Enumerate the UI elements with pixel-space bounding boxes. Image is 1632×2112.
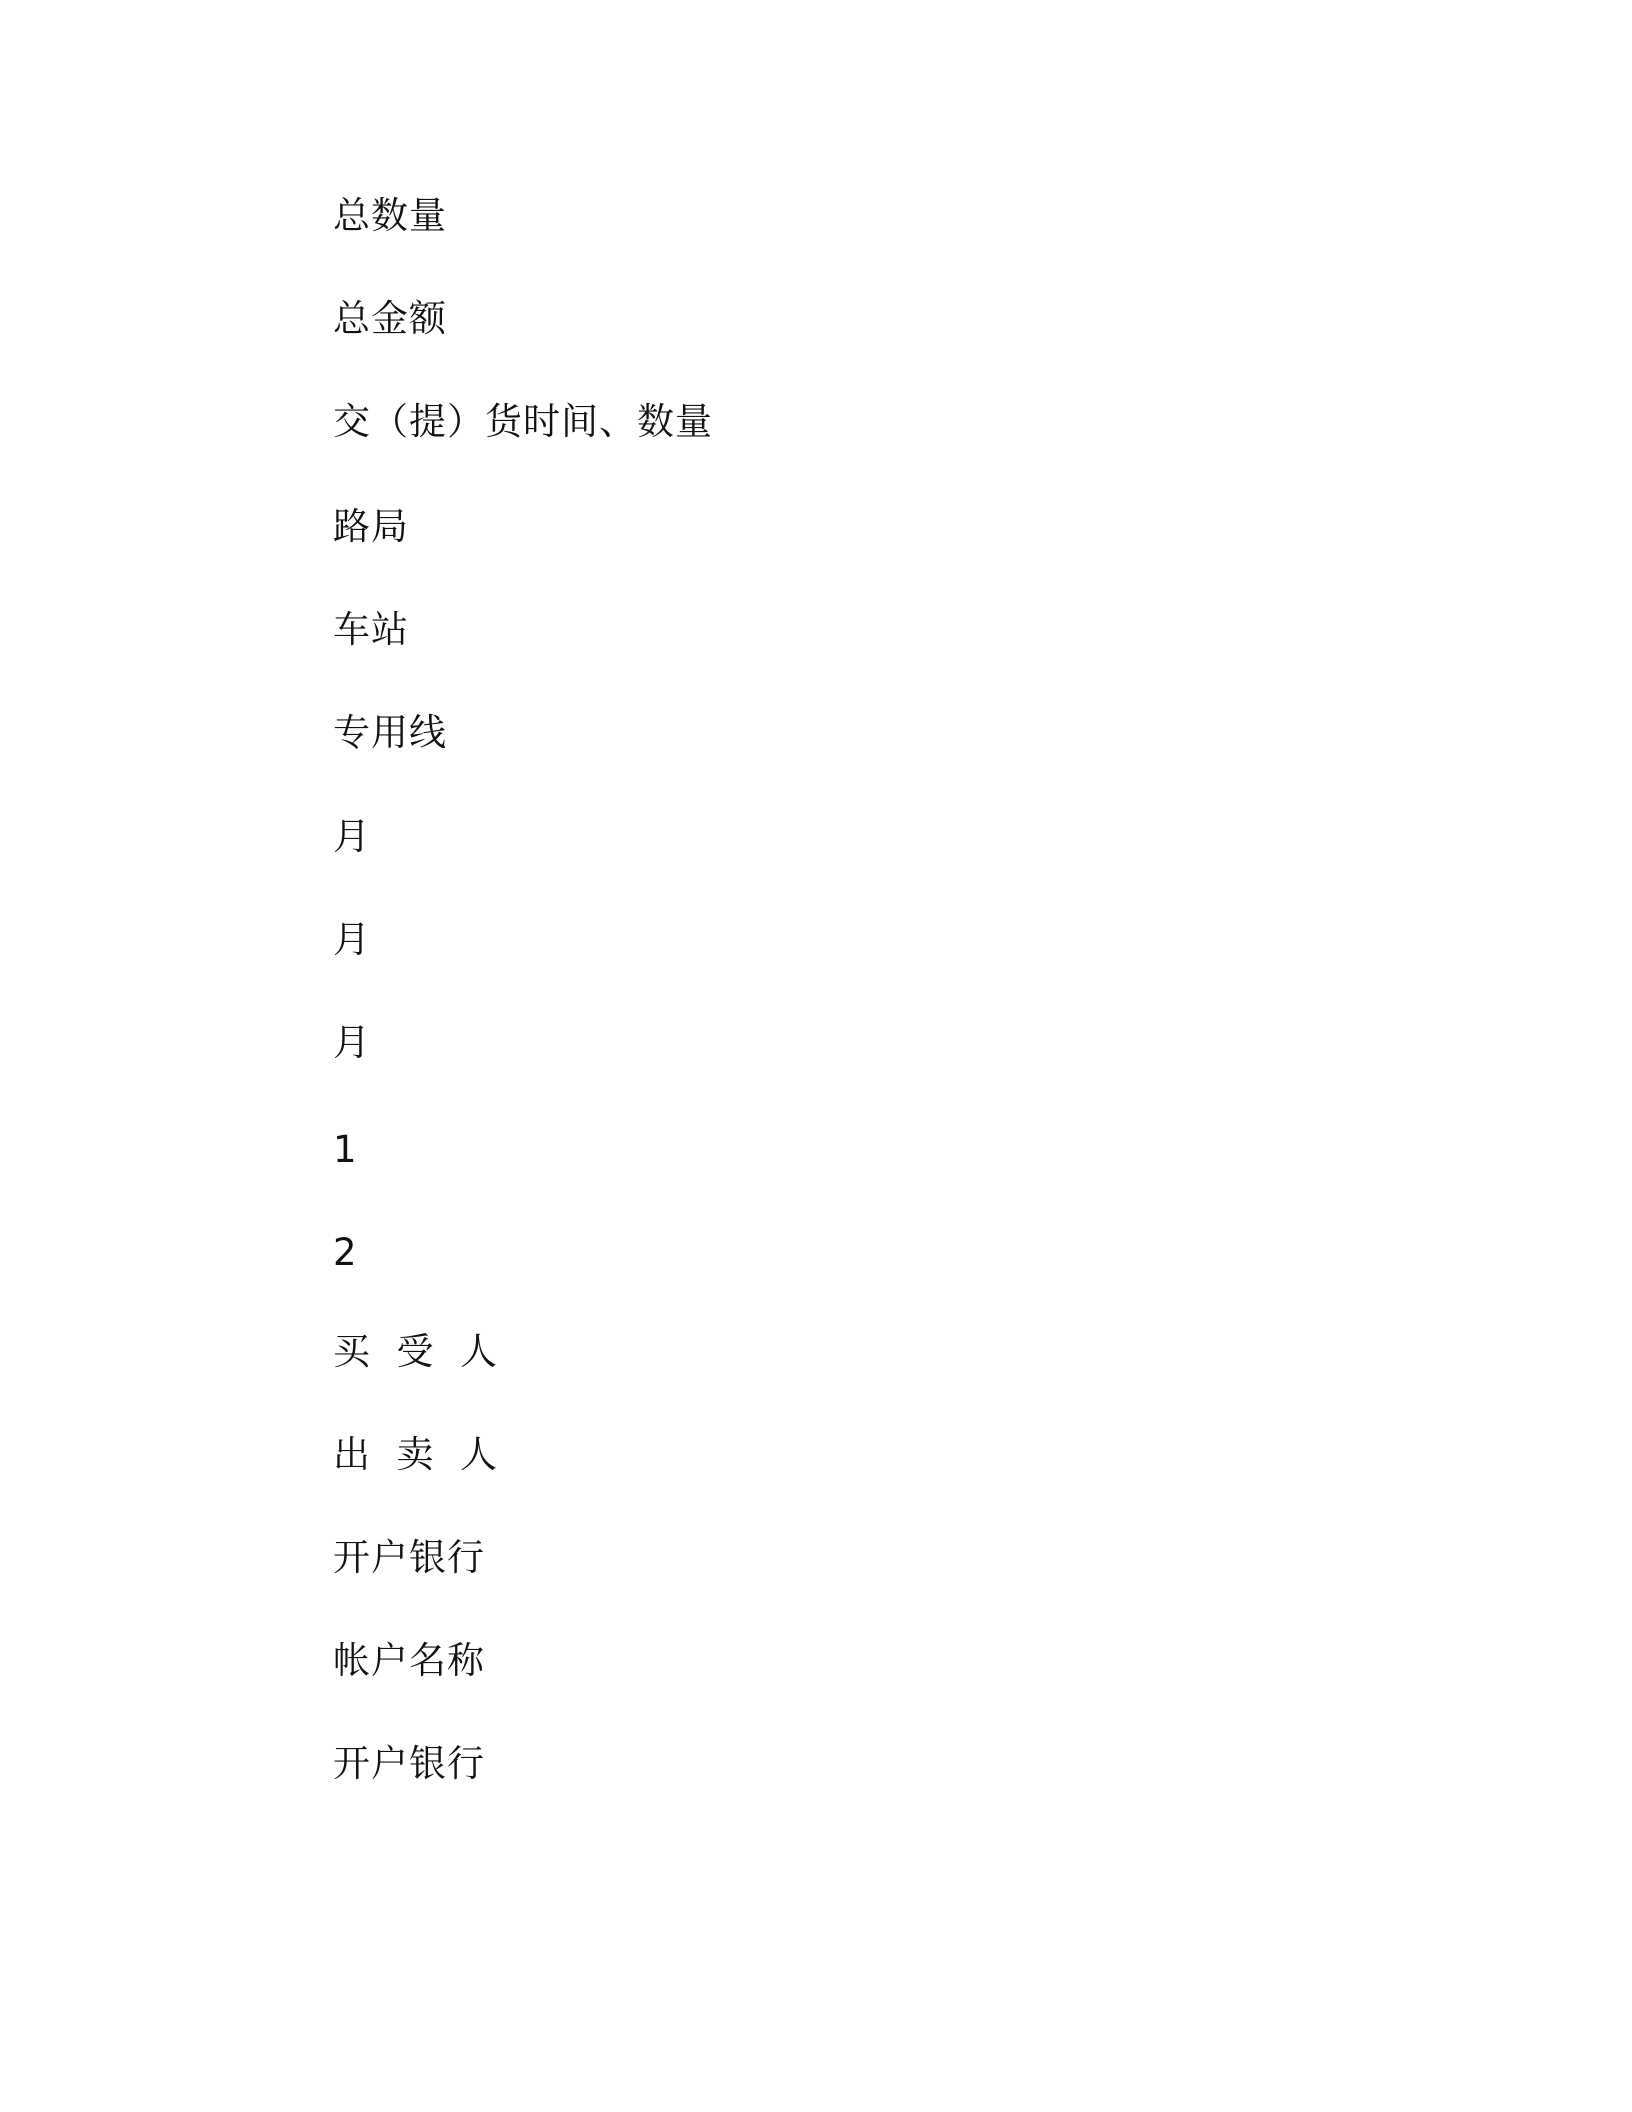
label-seller: 出 卖 人 <box>333 1433 499 1476</box>
label-dedicated-line: 专用线 <box>333 711 447 754</box>
label-month-1: 月 <box>333 815 371 858</box>
label-total-amount: 总金额 <box>333 297 447 340</box>
label-number-2: 2 <box>333 1231 358 1274</box>
label-railway-bureau: 路局 <box>333 505 409 548</box>
label-month-2: 月 <box>333 918 371 961</box>
label-station: 车站 <box>333 608 409 651</box>
label-bank-2: 开户银行 <box>333 1742 485 1785</box>
label-bank: 开户银行 <box>333 1536 485 1579</box>
label-delivery-time-quantity: 交（提）货时间、数量 <box>333 400 713 443</box>
label-number-1: 1 <box>333 1128 358 1171</box>
label-buyer: 买 受 人 <box>333 1330 499 1373</box>
label-account-name: 帐户名称 <box>333 1639 485 1682</box>
label-month-3: 月 <box>333 1021 371 1064</box>
label-total-quantity: 总数量 <box>333 194 447 237</box>
